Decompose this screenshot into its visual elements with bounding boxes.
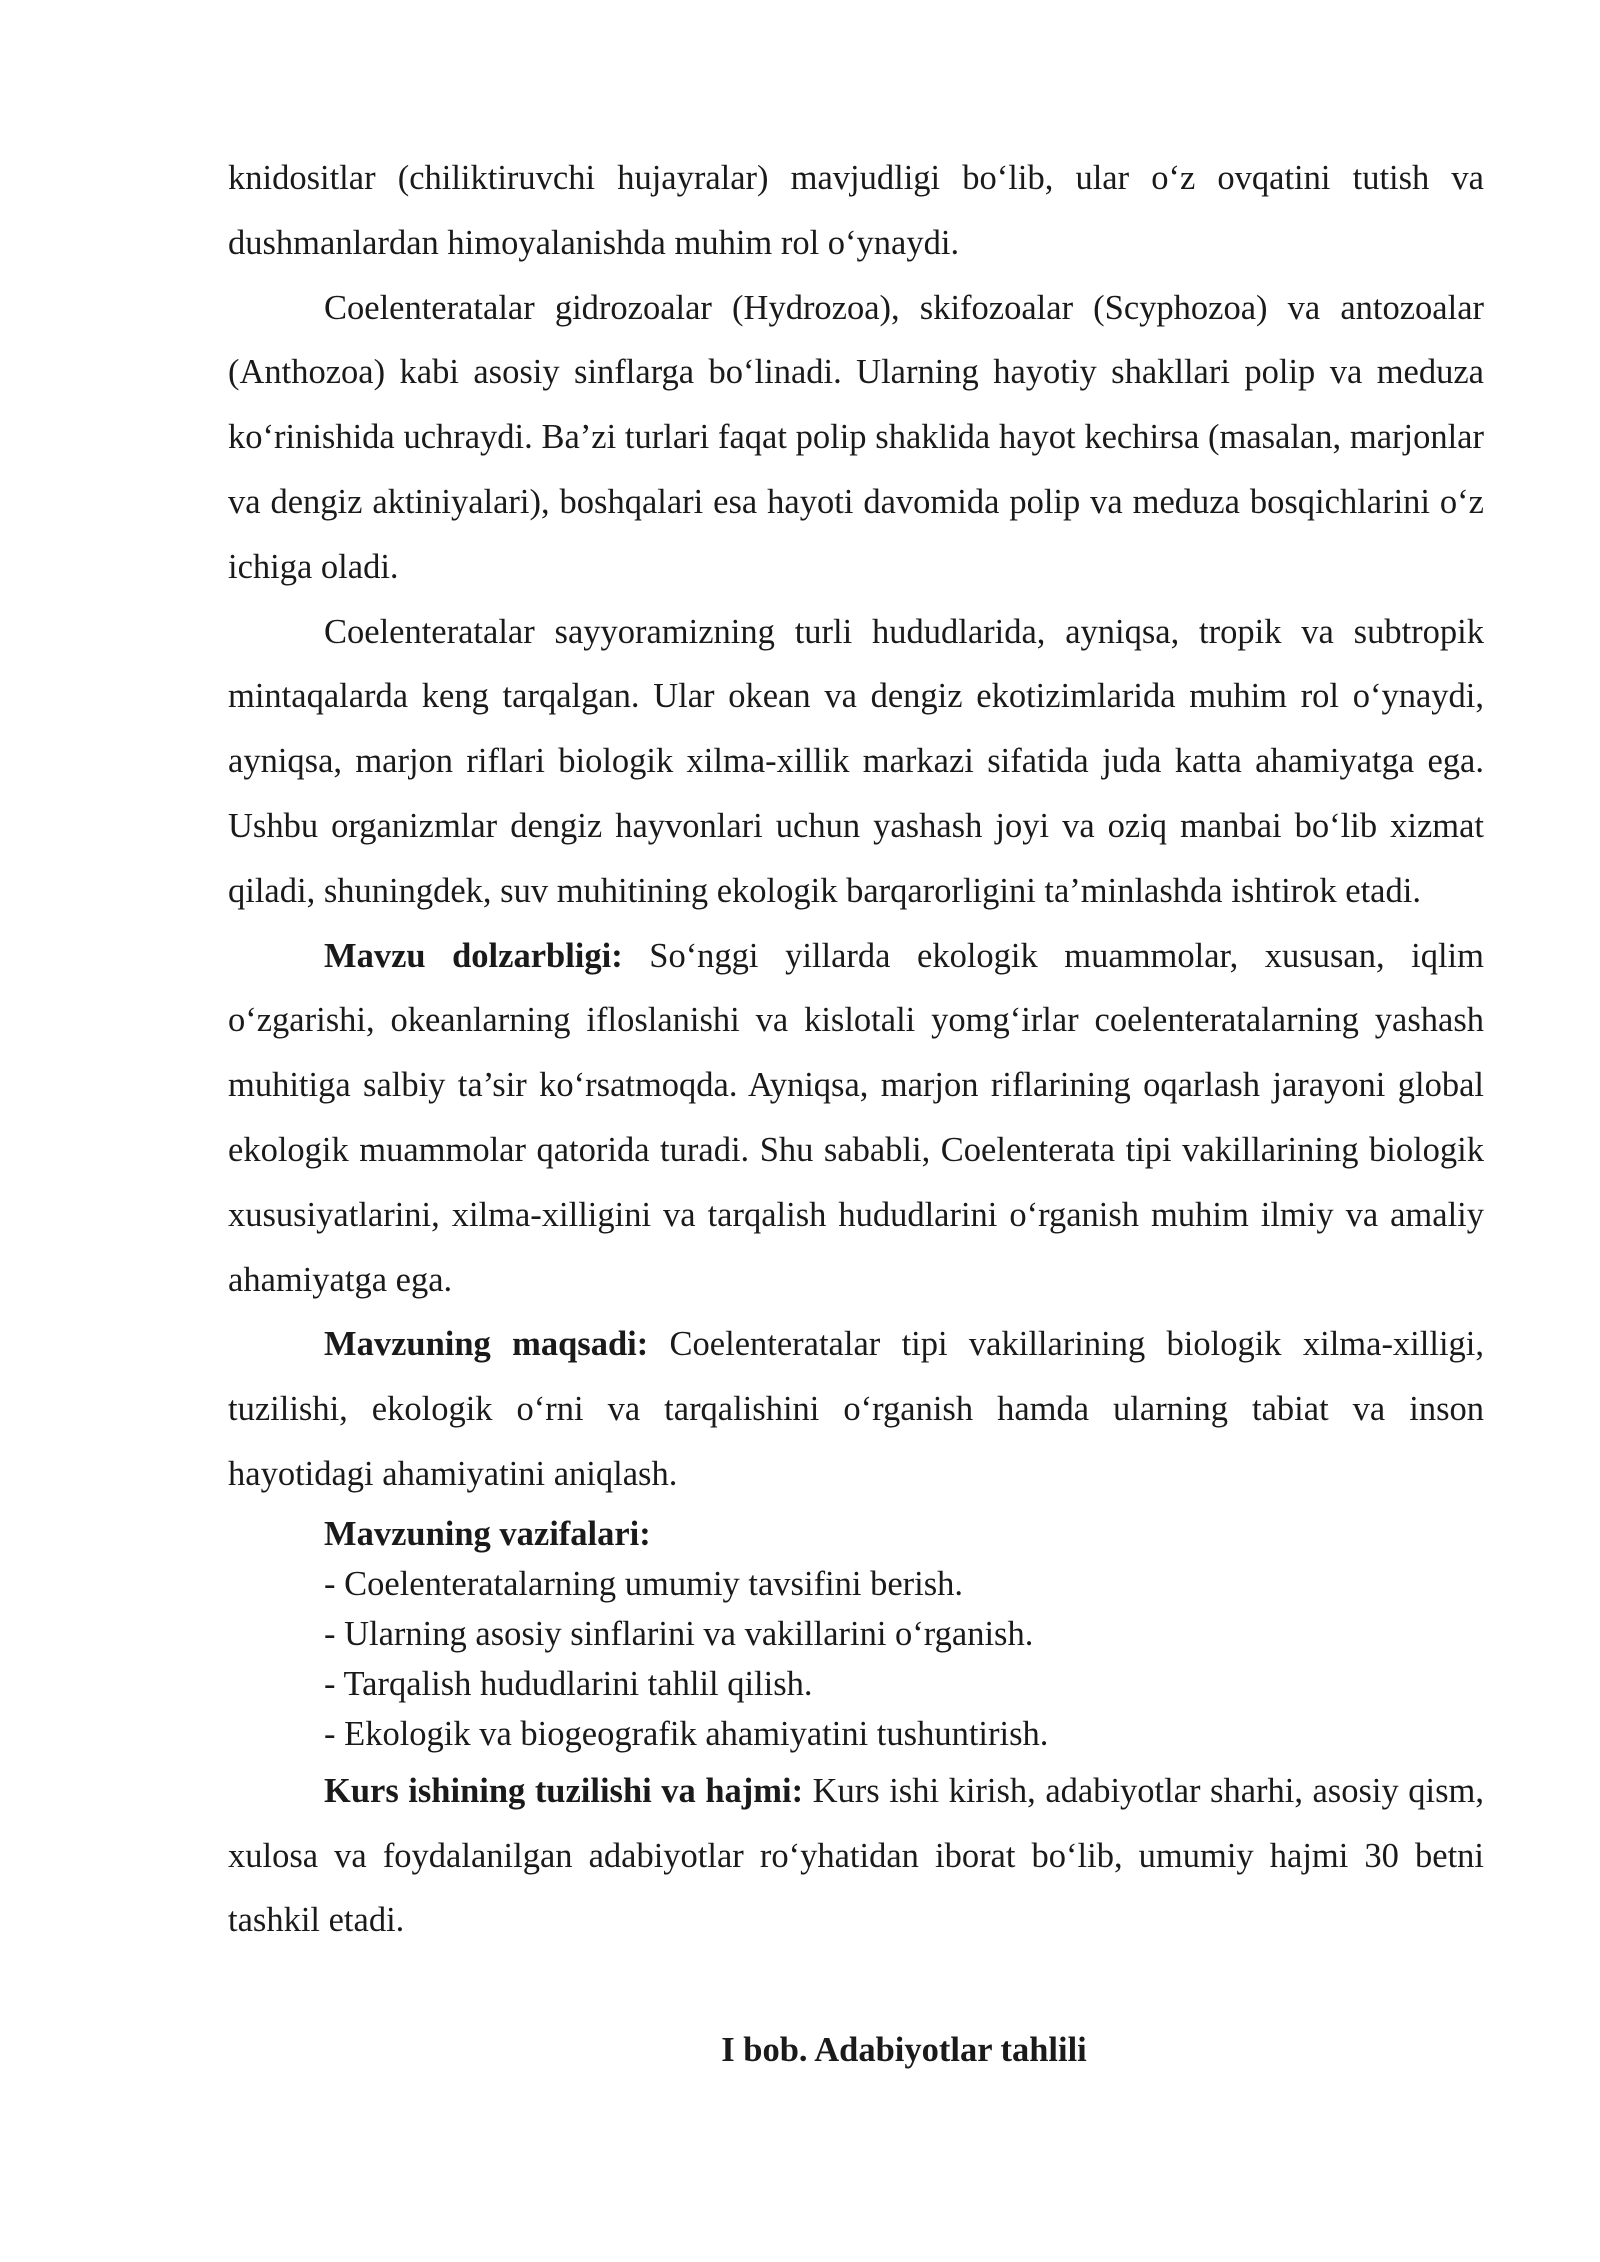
document-body [228, 146, 1484, 1953]
task-item: - Tarqalish hududlarini tahlil qilish. [324, 1664, 813, 1703]
structure-label: Kurs ishining tuzilishi va hajmi: [324, 1771, 804, 1810]
chapter-heading: I bob. Adabiyotlar tahlili [721, 2031, 1087, 2069]
task-item: - Ularning asosiy sinflarini va vakillarini oʻrganish. [324, 1614, 1034, 1653]
paragraph-structure [228, 1759, 1484, 1953]
paragraph-continuation: knidositlar (chiliktiruvchi hujayralar) mavjudligi boʻlib, ular oʻz ovqatini tutish va dushmanlardan himoyalanishda muhim rol oʻynaydi. [228, 159, 1484, 262]
paragraph-relevance [228, 924, 1484, 1313]
paragraph-distribution: Coelenteratalar sayyoramizning turli hududlarida, ayniqsa, tropik va subtropik mintaqalarda keng tarqalgan. Ular okean va dengiz ekotizimlarida muhim rol oʻynaydi, ayniqsa, marjon riflari biologik xilma-xillik markazi sifatida juda katta ahamiyatga ega. Ushbu organizmlar dengiz hayvonlari uchun yashash joyi va oziq manbai boʻlib xizmat qiladi, shuningdek, suv muhitining ekologik barqarorligini ta’minlashda ishtirok etadi. [228, 612, 1484, 910]
relevance-label: Mavzu dolzarbligi: [324, 936, 623, 975]
task-item: - Coelenteratalarning umumiy tavsifini berish. [324, 1564, 964, 1603]
paragraph-goal [228, 1312, 1484, 1506]
goal-label: Mavzuning maqsadi: [324, 1325, 649, 1364]
tasks-list [228, 1509, 1484, 1759]
tasks-title: Mavzuning vazifalari: [324, 1514, 651, 1553]
goal-text: Coelenteratalar tipi vakillarining biologik xilma-xilligi, tuzilishi, ekologik oʻrni va tarqalishini oʻrganish hamda ularning tabiat va inson hayotidagi ahamiyatini aniqlash. [228, 1325, 1484, 1493]
structure-text: Kurs ishi kirish, adabiyotlar sharhi, asosiy qism, xulosa va foydalanilgan adabiyotlar roʻyhatidan iborat boʻlib, umumiy hajmi 30 betni tashkil etadi. [228, 1771, 1484, 1940]
paragraph-classes: Coelenteratalar gidrozoalar (Hydrozoa), skifozoalar (Scyphozoa) va antozoalar (Anthozoa) kabi asosiy sinflarga boʻlinadi. Ularning hayotiy shakllari polip va meduza koʻrinishida uchraydi. Ba’zi turlari faqat polip shaklida hayot kechirsa (masalan, marjonlar va dengiz aktiniyalari), boshqalari esa hayoti davomida polip va meduza bosqichlarini oʻz ichiga oladi. [228, 288, 1484, 586]
relevance-text: Soʻnggi yillarda ekologik muammolar, xususan, iqlim oʻzgarishi, okeanlarning ifloslanishi va kislotali yomgʻirlar coelenteratalarning yashash muhitiga salbiy ta’sir koʻrsatmoqda. Ayniqsa, marjon riflarining oqarlash jarayoni global ekologik muammolar qatorida turadi. Shu sababli, Coelenterata tipi vakillarining biologik xususiyatlarini, xilma-xilligini va tarqalish hududlarini oʻrganish muhim ilmiy va amaliy ahamiyatga ega. [228, 936, 1484, 1299]
task-item: - Ekologik va biogeografik ahamiyatini tushuntirish. [324, 1714, 1049, 1753]
